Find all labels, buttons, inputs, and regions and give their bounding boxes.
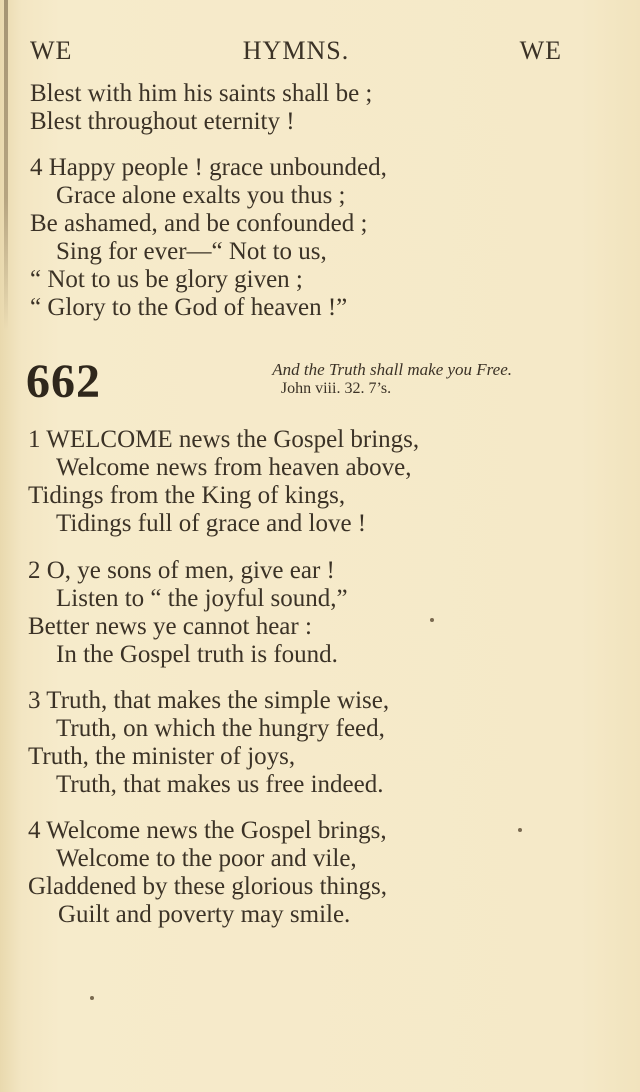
verse-line: Welcome to the poor and vile,: [56, 845, 357, 872]
verse-line: 2 O, ye sons of men, give ear !: [28, 557, 335, 584]
verse-line: Tidings full of grace and love !: [56, 510, 367, 537]
header-left-catchword: WE: [30, 36, 73, 65]
verse-line: Truth, on which the hungry feed,: [56, 715, 385, 742]
verse-line: Be ashamed, and be confounded ;: [30, 210, 368, 237]
paper-speck: [518, 828, 522, 832]
verse-line: In the Gospel truth is found.: [56, 641, 338, 668]
verse-line: Blest with him his saints shall be ;: [30, 80, 373, 107]
verse-line: Better news ye cannot hear :: [28, 613, 312, 640]
verse-line: Blest throughout eternity !: [30, 108, 295, 135]
verse-line: 4 Welcome news the Gospel brings,: [28, 817, 387, 844]
verse-line: Truth, that makes us free indeed.: [56, 771, 384, 798]
verse-line: Gladdened by these glorious things,: [28, 873, 387, 900]
paper-speck: [90, 996, 94, 1000]
verse-line: Welcome news from heaven above,: [56, 454, 412, 481]
running-header: [30, 36, 562, 72]
header-title: HYMNS.: [242, 36, 350, 65]
hymn-title: And the Truth shall make you Free.: [272, 360, 512, 379]
verse-line: 4 Happy people ! grace unbounded,: [30, 154, 387, 181]
verse-line: “ Not to us be glory given ;: [30, 266, 303, 293]
verse-line: “ Glory to the God of heaven !”: [30, 294, 348, 321]
hymn-number: 662: [26, 355, 101, 408]
page-spine-shadow: [4, 0, 8, 330]
verse-line: Guilt and poverty may smile.: [58, 901, 351, 928]
verse-line: 3 Truth, that makes the simple wise,: [28, 687, 390, 714]
verse-line: Grace alone exalts you thus ;: [56, 182, 346, 209]
verse-line: 1 WELCOME news the Gospel brings,: [28, 426, 420, 453]
verse-line: Tidings from the King of kings,: [28, 482, 346, 509]
hymn-scripture-reference: John viii. 32. 7’s.: [280, 380, 392, 397]
verse-line: Listen to “ the joyful sound,”: [56, 585, 348, 612]
verse-line: Truth, the minister of joys,: [28, 743, 296, 770]
verse-line: Sing for ever—“ Not to us,: [56, 238, 327, 265]
header-right-catchword: WE: [519, 36, 562, 65]
paper-speck: [430, 618, 434, 622]
